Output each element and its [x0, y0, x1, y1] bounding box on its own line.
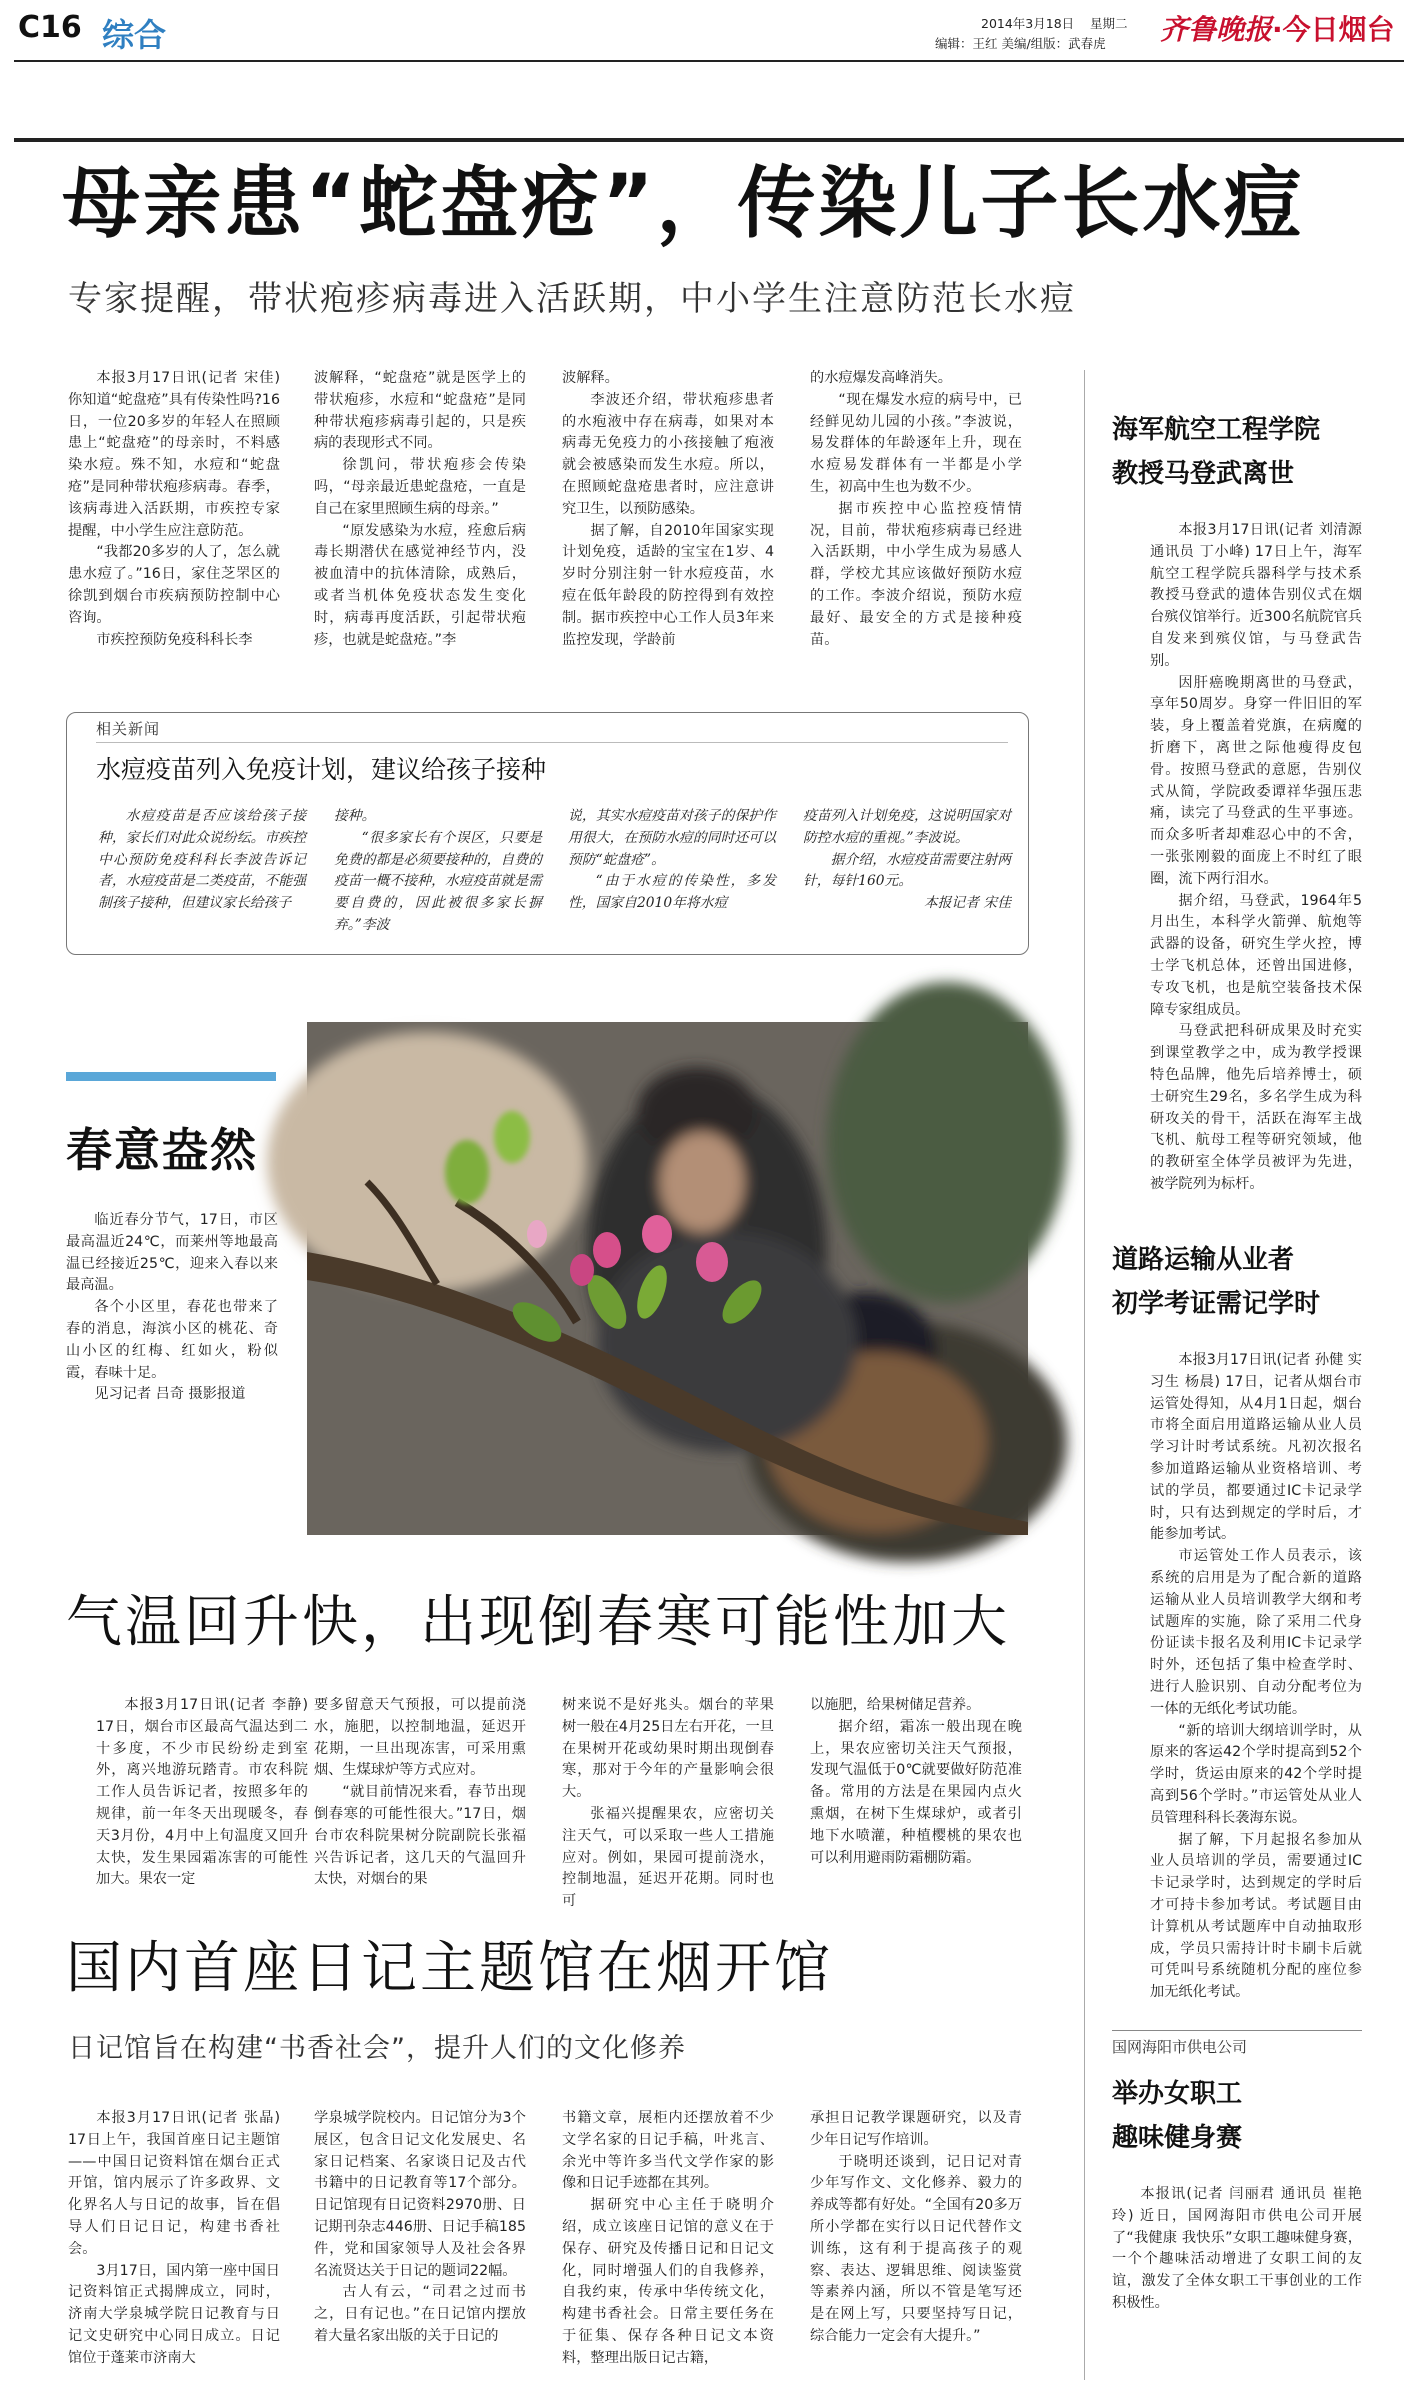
spring-headline: 春意盎然: [66, 1123, 258, 1177]
road-paragraph: “新的培训大纲培训学时，从原来的客运42个学时提高到52个学时，货运由原来的42个学时提高到56个学时。”市运管处从业人员管理科科长袭海东说。: [1150, 1722, 1362, 1826]
temp-paragraph: 张福兴提醒果农，应密切关注天气，可以采取一些人工措施应对。例如，果园可提前浇水，控制地温，延迟开花期。同时也可: [562, 1805, 774, 1910]
header-rule: [14, 60, 1404, 62]
brand-logo: [1160, 8, 1395, 48]
brand-sub: ·今日烟台: [1272, 13, 1395, 46]
fitness-headline-line: 趣味健身赛: [1112, 2123, 1243, 2153]
temp-col-2: [314, 1695, 526, 1895]
top-rule: [14, 138, 1404, 142]
navy-paragraph: 据介绍，马登武，1964年5月出生，本科学火箭弹、航炮等武器的设备，研究生学火控，博士学飞机总体，还曾出国进修，专攻飞机，也是航空装备技术保障专家组成员。: [1150, 892, 1362, 1018]
lead-paragraph: “我都20多岁的人了，怎么就患水痘了。”16日，家住芝罘区的徐凯到烟台市疾病预防控制中心咨询。: [68, 544, 280, 626]
lead-paragraph: 徐凯问，带状疱疹会传染吗，“母亲最近患蛇盘疮，一直是自己在家里照顾生病的母亲。”: [314, 457, 526, 517]
lead-col-4: [810, 368, 1022, 698]
temp-paragraph: 以施肥，给果树储足营养。: [810, 1697, 981, 1713]
lead-paragraph: 波解释。: [562, 370, 619, 386]
related-news-tag: 相关新闻: [96, 720, 161, 738]
temp-paragraph: 据介绍，霜冻一般出现在晚上，果农应密切关注天气预报，发现气温低于0℃就要做好防范准备。常用的方法是在果园内点火熏烟，在树下生煤球炉，或者引地下水喷灌，种植樱桃的果农也可以利用避雨防霜棚防霜。: [810, 1718, 1022, 1866]
spring-byline: 见习记者 吕奇 摄影报道: [94, 1386, 246, 1403]
fitness-headline: [1112, 2072, 1402, 2160]
diary-paragraph: 学泉城学院校内。日记馆分为3个展区，包含日记文化发展史、名家日记档案、名家谈日记及古代书籍中的日记教育等17个部分。日记馆现有日记资料2970册、日记期刊杂志446册、日记手稿185件，党和国家领导人及社会各界名流贤达关于日记的题词22幅。: [314, 2110, 526, 2279]
diary-paragraph: 据研究中心主任于晓明介绍，成立该座日记馆的意义在于保存、研究及传播日记和日记文化，同时增强人们的自我修养，自我约束，传承中华传统文化，构建书香社会。日常主要任务在于征集、保存各种日记文本资料，整理出版日记古籍，: [562, 2197, 774, 2366]
related-byline: 本报记者 宋佳: [923, 895, 1011, 912]
temp-col-3: [562, 1695, 774, 1910]
diary-paragraph: 书籍文章，展柜内还摆放着不少文学名家的日记手稿，叶兆言、余光中等许多当代文学作家的影像和日记手迹都在其列。: [562, 2110, 774, 2192]
lead-col-1: [68, 368, 280, 698]
lead-paragraph: 据了解，自2010年国家实现计划免疫，适龄的宝宝在1岁、4岁时分别注射一针水痘疫苗，水痘在低年龄段的防控得到有效控制。据市疾控中心工作人员3年来监控发现，学龄前: [562, 522, 774, 648]
related-paragraph: 说，其实水痘疫苗对孩子的保护作用很大，在预防水痘的同时还可以预防“蛇盘疮”。: [568, 808, 776, 868]
spring-accent-bar: [66, 1072, 276, 1081]
road-paragraph: 据了解，下月起报名参加从业人员培训的学员，需要通过IC卡记录学时，达到规定的学时后才可持卡参加考试。考试题目由计算机从考试题库中自动抽取形成，学员只需持计时卡刷卡后就可凭叫号系统随机分配的座位参加无纸化考试。: [1150, 1831, 1362, 2001]
diary-col-3: [562, 2108, 774, 2378]
temp-paragraph: 树来说不是好兆头。烟台的苹果树一般在4月25日左右开花，一旦在果树开花或幼果时期出现倒春寒，那对于今年的产量影响会很大。: [562, 1697, 774, 1801]
temp-paragraph: “就目前情况来看，春节出现倒春寒的可能性很大。”17日，烟台市农科院果树分院副院长张福兴告诉记者，这几天的气温回升太快，对烟台的果: [314, 1784, 526, 1888]
fitness-body: [1112, 2184, 1362, 2374]
road-body: [1150, 1350, 1362, 2001]
related-tag-rule: [96, 742, 1008, 743]
spring-photo: [307, 1022, 1028, 1535]
lead-paragraph: 市疾控预防免疫科科长李: [96, 631, 253, 648]
fitness-paragraph: 本报讯(记者 闫丽君 通讯员 崔艳玲) 近日，国网海阳市供电公司开展了“我健康 我快乐”女职工趣味健身赛，一个个趣味活动增进了女职工间的友谊，激发了全体女职工干事创业的工作积极性。: [1112, 2186, 1362, 2311]
lead-paragraph: 李波还介绍，带状疱疹患者的水疱液中存在病毒，如果对本病毒无免疫力的小孩接触了疱液就会被感染而发生水痘。所以，在照顾蛇盘疮患者时，应注意讲究卫生，以预防感染。: [562, 391, 774, 517]
diary-col-4: [810, 2108, 1022, 2378]
navy-paragraph: 马登武把科研成果及时充实到课堂教学之中，成为教学授课特色品牌，他先后培养博士，硕士研究生29名，多名学生成为科研攻关的骨干，活跃在海军主战飞机、航母工程等研究领域，他的教研室全体学员被评为先进，被学院列为标杆。: [1150, 1023, 1362, 1192]
diary-subhead: 日记馆旨在构建“书香社会”，提升人们的文化修养: [68, 2033, 686, 2064]
lead-paragraph: 的水痘爆发高峰消失。: [810, 370, 952, 386]
road-headline-line: 初学考证需记学时: [1112, 1289, 1321, 1319]
road-paragraph: 本报3月17日讯(记者 孙健 实习生 杨晨) 17日，记者从烟台市运管处得知，从4月1日起，烟台市将全面启用道路运输从业人员学习计时考试系统。凡初次报名参加道路运输从业资格培训、考试的学员，都要通过IC卡记录学时，只有达到规定的学时后，才能参加考试。: [1150, 1352, 1362, 1543]
related-col-2: [334, 806, 542, 946]
fitness-tag: 国网海阳市供电公司: [1112, 2038, 1248, 2056]
navy-paragraph: 因肝癌晚期离世的马登武，享年50周岁。身穿一件旧旧的军装，身上覆盖着党旗，在病魔的折磨下，离世之际他瘦得皮包骨。按照马登武的意愿，告别仪式从简，学院政委谭祥华强压悲痛，读完了马登武的生平事迹。而众多听者却难忍心中的不舍，一张张刚毅的面庞上不时红了眼圈，流下两行泪水。: [1150, 674, 1362, 887]
lead-headline: 母亲患“蛇盘疮”，传染儿子长水痘: [62, 159, 1305, 249]
lead-paragraph: 波解释，“蛇盘疮”就是医学上的带状疱疹，水痘和“蛇盘疮”是同种带状疱疹病毒引起的，只是疾病的表现形式不同。: [314, 370, 526, 452]
temp-headline: 气温回升快，出现倒春寒可能性加大: [66, 1590, 1010, 1655]
road-headline: [1112, 1238, 1402, 1326]
navy-paragraph: 本报3月17日讯(记者 刘清源 通讯员 丁小峰) 17日上午，海军航空工程学院兵器科学与技术系教授马登武的遗体告别仪式在烟台殡仪馆举行。近300名航院官兵自发来到殡仪馆，与马登武告别。: [1150, 522, 1362, 669]
header-date: 2014年3月18日: [981, 16, 1075, 31]
diary-headline: 国内首座日记主题馆在烟开馆: [66, 1936, 833, 2001]
related-paragraph: “由于水痘的传染性，多发性，国家自2010年将水痘: [568, 873, 776, 912]
lead-paragraph: “现在爆发水痘的病号中，已经鲜见幼儿园的小孩。”李波说，易发群体的年龄逐年上升，现在水痘易发群体有一半都是小学生，初高中生也为数不少。: [810, 391, 1022, 495]
temp-paragraph: 本报3月17日讯(记者 李静) 17日，烟台市区最高气温达到二十多度，不少市民纷纷走到室外，离兴地游玩踏青。市农科院工作人员告诉记者，按照多年的规律，前一年冬天出现暖冬，春天3月份，4月中上旬温度又回升太快，发生果园霜冻害的可能性加大。果农一定: [96, 1697, 308, 1888]
navy-headline-line: 海军航空工程学院: [1112, 415, 1321, 445]
spring-photo-svg: [307, 1022, 1028, 1535]
lead-col-2: [314, 368, 526, 698]
spring-body: [66, 1210, 278, 1430]
diary-col-1: [68, 2108, 280, 2378]
road-headline-line: 道路运输从业者: [1112, 1245, 1295, 1275]
diary-paragraph: 3月17日，国内第一座中国日记资料馆正式揭牌成立，同时，济南大学泉城学院日记教育与日记文史研究中心同日成立。日记馆位于蓬莱市济南大: [68, 2262, 280, 2366]
fitness-top-rule: [1112, 2030, 1362, 2031]
brand-main: 齐鲁晚报: [1160, 13, 1273, 46]
related-paragraph: 据介绍，水痘疫苗需要注射两针，每针160元。: [803, 851, 1011, 890]
page-number: C16: [18, 10, 82, 45]
road-paragraph: 市运管处工作人员表示，该系统的启用是为了配合新的道路运输从业人员培训教学大纲和考试题库的实施，除了采用二代身份证读卡报名及利用IC卡记录学时外，还包括了集中检查学时、进行人脸识别、自动分配考位为一体的无纸化考试功能。: [1150, 1548, 1362, 1717]
navy-body: [1150, 520, 1362, 1192]
related-col-4: [803, 806, 1011, 946]
related-news-headline: 水痘疫苗列入免疫计划，建议给孩子接种: [96, 755, 547, 784]
fitness-headline-line: 举办女职工: [1112, 2079, 1243, 2109]
spring-paragraph: 临近春分节气，17日，市区最高温近24℃，而莱州等地最高温已经接近25℃，迎来入春以来最高温。: [66, 1212, 278, 1294]
related-paragraph: 疫苗列入计划免疫，这说明国家对防控水痘的重视。”李波说。: [803, 808, 1011, 846]
spring-paragraph: 各个小区里，春花也带来了春的消息，海滨小区的桃花、奇山小区的红梅、红如火，粉似霞，春味十足。: [66, 1299, 278, 1381]
lead-paragraph: “原发感染为水痘，痊愈后病毒长期潜伏在感觉神经节内，没被血清中的抗体清除，成熟后，或者当机体免疫状态发生变化时，病毒再度活跃，引起带状疱疹，也就是蛇盘疮。”李: [314, 522, 526, 648]
navy-headline-line: 教授马登武离世: [1112, 459, 1295, 489]
related-paragraph: “很多家长有个误区，只要是免费的都是必须要接种的，自费的疫苗一概不接种，水痘疫苗就是需要自费的，因此被很多家长摒弃。”李波: [334, 829, 542, 933]
header-editors: 编辑：王红 美编/组版：武春虎: [935, 36, 1106, 51]
section-title: 综合: [102, 16, 167, 54]
right-column-divider: [1084, 370, 1085, 2380]
diary-paragraph: 承担日记教学课题研究，以及青少年日记写作培训。: [810, 2110, 1022, 2148]
temp-col-4: [810, 1695, 1022, 1895]
diary-paragraph: 本报3月17日讯(记者 张晶) 17日上午，我国首座日记主题馆——中国日记资料馆在烟台正式开馆，馆内展示了许多政界、文化界名人与日记的故事，旨在倡导人们日记日记，构建书香社会。: [68, 2110, 280, 2257]
lead-paragraph: 本报3月17日讯(记者 宋佳) 你知道“蛇盘疮”具有传染性吗?16日，一位20多岁的年轻人在照顾患上“蛇盘疮”的母亲时，不料感染水痘。殊不知，水痘和“蛇盘疮”是同种带状疱疹病毒。春季，该病毒进入活跃期，市疾控专家提醒，中小学生应注意防范。: [68, 370, 280, 539]
lead-col-3: [562, 368, 774, 698]
temp-paragraph: 要多留意天气预报，可以提前浇水，施肥，以控制地温，延迟开花期，一旦出现冻害，可采用熏烟、生煤球炉等方式应对。: [314, 1697, 526, 1779]
lead-subhead: 专家提醒，带状疱疹病毒进入活跃期，中小学生注意防范长水痘: [68, 279, 1076, 319]
diary-paragraph: 于晓明还谈到，记日记对青少年写作文、文化修养、毅力的养成等都有好处。“全国有20多万所小学都在实行以日记代替作文训练，这有利于提高孩子的观察、表达、逻辑思维、阅读鉴赏等素养内涵，所以不管是笔写还是在网上写，只要坚持写日记，综合能力一定会有大提升。”: [810, 2153, 1022, 2344]
diary-paragraph: 古人有云，“司君之过而书之，日有记也。”在日记馆内摆放着大量名家出版的关于日记的: [314, 2284, 526, 2344]
related-paragraph: 水痘疫苗是否应该给孩子接种，家长们对此众说纷纭。市疾控中心预防免疫科科长李波告诉记者，水痘疫苗是二类疫苗，不能强制孩子接种，但建议家长给孩子: [98, 808, 306, 912]
related-col-3: [568, 806, 776, 946]
header-weekday: 星期二: [1090, 16, 1128, 31]
diary-col-2: [314, 2108, 526, 2378]
related-col-1: [98, 806, 306, 946]
related-paragraph: 接种。: [334, 808, 376, 824]
navy-headline: [1112, 408, 1402, 496]
lead-paragraph: 据市疾控中心监控疫情情况，目前，带状疱疹病毒已经进入活跃期，中小学生成为易感人群，学校尤其应该做好预防水痘的工作。李波介绍说，预防水痘最好、最安全的方式是接种疫苗。: [810, 500, 1022, 648]
temp-col-1: [96, 1695, 308, 1895]
